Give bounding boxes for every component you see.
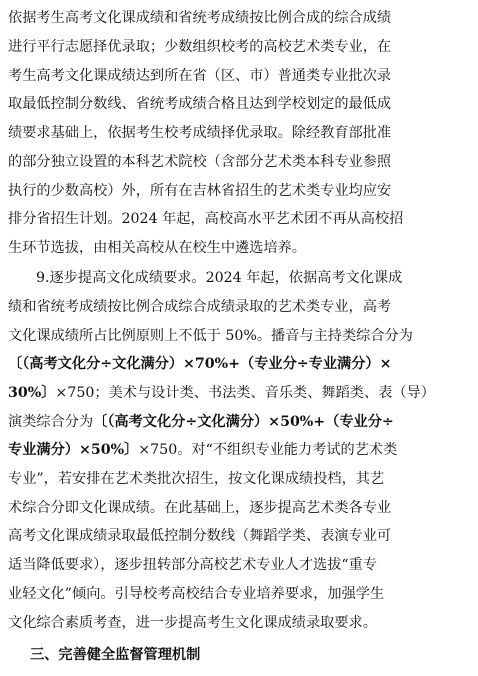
text-line (8, 580, 478, 608)
bold-text-segment: 〔（高考文化分÷文化满分）×50%+（专业分÷ (93, 414, 394, 430)
text-segment: 生环节选拔，由相关高校从在校生中遴选培养。 (8, 240, 306, 256)
text-line (8, 551, 478, 579)
text-line (8, 322, 478, 350)
text-line (8, 522, 478, 550)
text-line (8, 4, 478, 32)
text-line (8, 33, 478, 61)
text-segment: 排分省招生计划。2024 年起，高校高水平艺术团不再从高校招 (8, 211, 404, 227)
text-line (8, 436, 478, 464)
text-line (8, 379, 478, 407)
text-line (8, 408, 478, 436)
text-line (8, 148, 478, 176)
text-segment: ×750；美术与设计类、书法类、音乐类、舞蹈类、表（导） (55, 385, 435, 401)
bold-text-segment: 专业满分）×50%〕 (8, 442, 139, 458)
section-heading: 三、完善健全监督管理机制 (30, 647, 201, 663)
text-line (8, 609, 478, 637)
text-segment: 的部分独立设置的本科艺术院校（含部分艺术类本科专业参照 (8, 154, 392, 170)
text-segment: 执行的少数高校）外，所有在吉林省招生的艺术类专业均应安 (8, 183, 392, 199)
text-line (8, 205, 478, 233)
text-line (36, 264, 478, 292)
text-segment: 绩和省统考成绩按比例合成综合成绩录取的艺术类专业，高考 (8, 299, 392, 315)
text-line (8, 177, 478, 205)
text-segment: 9.逐步提高文化成绩要求。2024 年起，依据高考文化课成 (36, 270, 403, 286)
text-segment: 考生高考文化课成绩达到所在省（区、市）普通类专业批次录 (8, 68, 392, 84)
text-line (8, 465, 478, 493)
text-segment: 绩要求基础上，依据考生校考成绩择优录取。除经教育部批准 (8, 125, 392, 141)
text-segment: 演类综合分为 (8, 414, 94, 430)
text-segment: 专业”，若安排在艺术类批次招生，按文化课成绩投档，其艺 (8, 471, 385, 487)
text-segment: 依据考生高考文化课成绩和省统考成绩按比例合成的综合成绩 (8, 10, 392, 26)
text-segment: 取最低控制分数线、省统考成绩合格且达到学校划定的最低成 (8, 96, 392, 112)
text-line (8, 119, 478, 147)
text-segment: ×750。对“不组织专业能力考试的艺术类 (138, 442, 398, 458)
text-segment: 适当降低要求），逐步扭转部分高校艺术专业人才选拔“重专 (8, 557, 378, 573)
text-line (8, 350, 478, 378)
text-line (8, 62, 478, 90)
text-line (8, 293, 478, 321)
text-segment: 文化综合素质考查，进一步提高考生文化课成绩录取要求。 (8, 615, 377, 631)
text-line (8, 494, 478, 522)
text-segment: 进行平行志愿择优录取；少数组织校考的高校艺术类专业，在 (8, 39, 392, 55)
text-line (8, 234, 478, 262)
text-segment: 高考文化课成绩录取最低控制分数线（舞蹈学类、表演专业可 (8, 528, 392, 544)
text-line (8, 90, 478, 118)
bold-text-segment: 〔（高考文化分÷文化满分）×70%+（专业分÷专业满分）× (8, 356, 392, 372)
text-segment: 业轻文化”倾向。引导校考高校结合专业培养要求，加强学生 (8, 586, 385, 602)
text-segment: 术综合分即文化课成绩。在此基础上，逐步提高艺术类各专业 (8, 500, 392, 516)
bold-text-segment: 30%〕 (8, 385, 56, 401)
text-segment: 文化课成绩所占比例原则上不低于 50%。播音与主持类综合分为 (8, 328, 413, 344)
